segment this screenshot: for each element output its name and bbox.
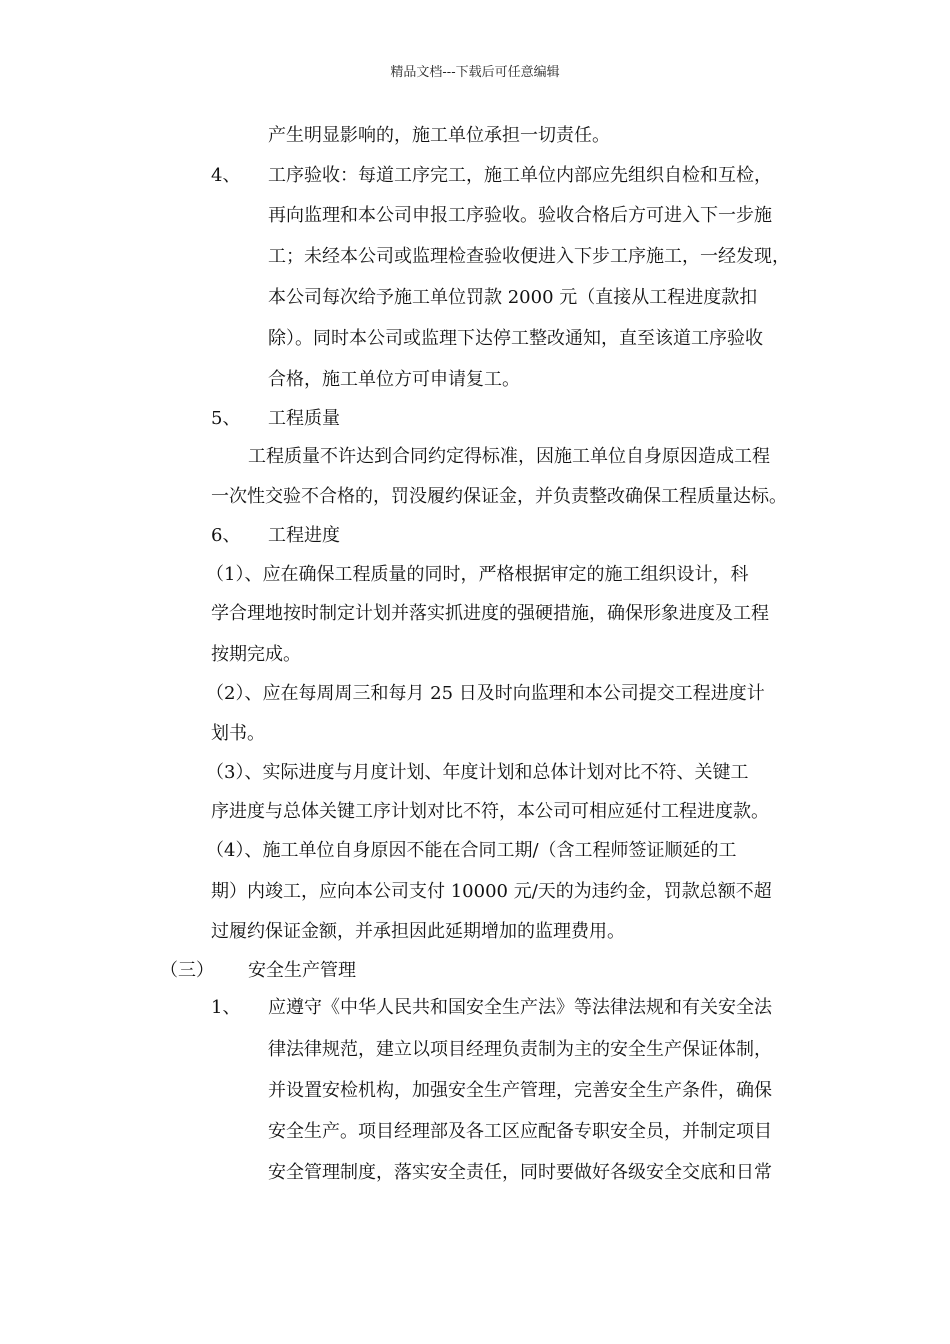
text-line: 过履约保证金额，并承担因此延期增加的监理费用。 — [211, 921, 625, 942]
item-number: 4、 — [211, 165, 241, 186]
text-line: 划书。 — [211, 723, 265, 744]
text-line: 合格，施工单位方可申请复工。 — [268, 369, 520, 390]
text-line: 工序验收：每道工序完工，施工单位内部应先组织自检和互检， — [268, 165, 772, 186]
text-line: （2）、应在每周周三和每月 25 日及时向监理和本公司提交工程进度计 — [206, 683, 765, 704]
text-line: 一次性交验不合格的，罚没履约保证金，并负责整改确保工程质量达标。 — [211, 486, 787, 507]
text-line: （3）、实际进度与月度计划、年度计划和总体计划对比不符、关键工 — [206, 762, 749, 783]
page-header: 精品文档---下载后可任意编辑 — [390, 65, 560, 80]
item-number: 6、 — [211, 525, 241, 546]
text-line: 工；未经本公司或监理检查验收便进入下步工序施工，一经发现， — [268, 246, 790, 267]
text-line: 工程质量不许达到合同约定得标准，因施工单位自身原因造成工程 — [248, 446, 770, 467]
section-title: 工程进度 — [268, 525, 340, 546]
text-line: （1）、应在确保工程质量的同时，严格根据审定的施工组织设计，科 — [206, 564, 749, 585]
text-line: 按期完成。 — [211, 644, 301, 665]
text-line: （4）、施工单位自身原因不能在合同工期/（含工程师签证顺延的工 — [206, 840, 737, 861]
text-line: 再向监理和本公司申报工序验收。验收合格后方可进入下一步施 — [268, 205, 772, 226]
item-number: 1、 — [211, 997, 241, 1018]
text-line: 安全生产。项目经理部及各工区应配备专职安全员，并制定项目 — [268, 1121, 772, 1142]
text-line: 期）内竣工，应向本公司支付 10000 元/天的为违约金，罚款总额不超 — [211, 881, 772, 902]
text-line: 产生明显影响的，施工单位承担一切责任。 — [268, 125, 610, 146]
text-line: 律法律规范，建立以项目经理负责制为主的安全生产保证体制， — [268, 1039, 772, 1060]
text-line: 序进度与总体关键工序计划对比不符，本公司可相应延付工程进度款。 — [211, 801, 769, 822]
text-line: 并设置安检机构，加强安全生产管理，完善安全生产条件，确保 — [268, 1080, 772, 1101]
chapter-number: （三） — [160, 960, 214, 981]
text-line: 除）。同时本公司或监理下达停工整改通知，直至该道工序验收 — [268, 328, 763, 349]
text-line: 本公司每次给予施工单位罚款 2000 元（直接从工程进度款扣 — [268, 287, 758, 308]
item-number: 5、 — [211, 408, 241, 429]
section-title: 工程质量 — [268, 408, 340, 429]
text-line: 应遵守《中华人民共和国安全生产法》等法律法规和有关安全法 — [268, 997, 772, 1018]
chapter-title: 安全生产管理 — [248, 960, 356, 981]
text-line: 学合理地按时制定计划并落实抓进度的强硬措施，确保形象进度及工程 — [211, 603, 769, 624]
text-line: 安全管理制度，落实安全责任，同时要做好各级安全交底和日常 — [268, 1162, 772, 1183]
